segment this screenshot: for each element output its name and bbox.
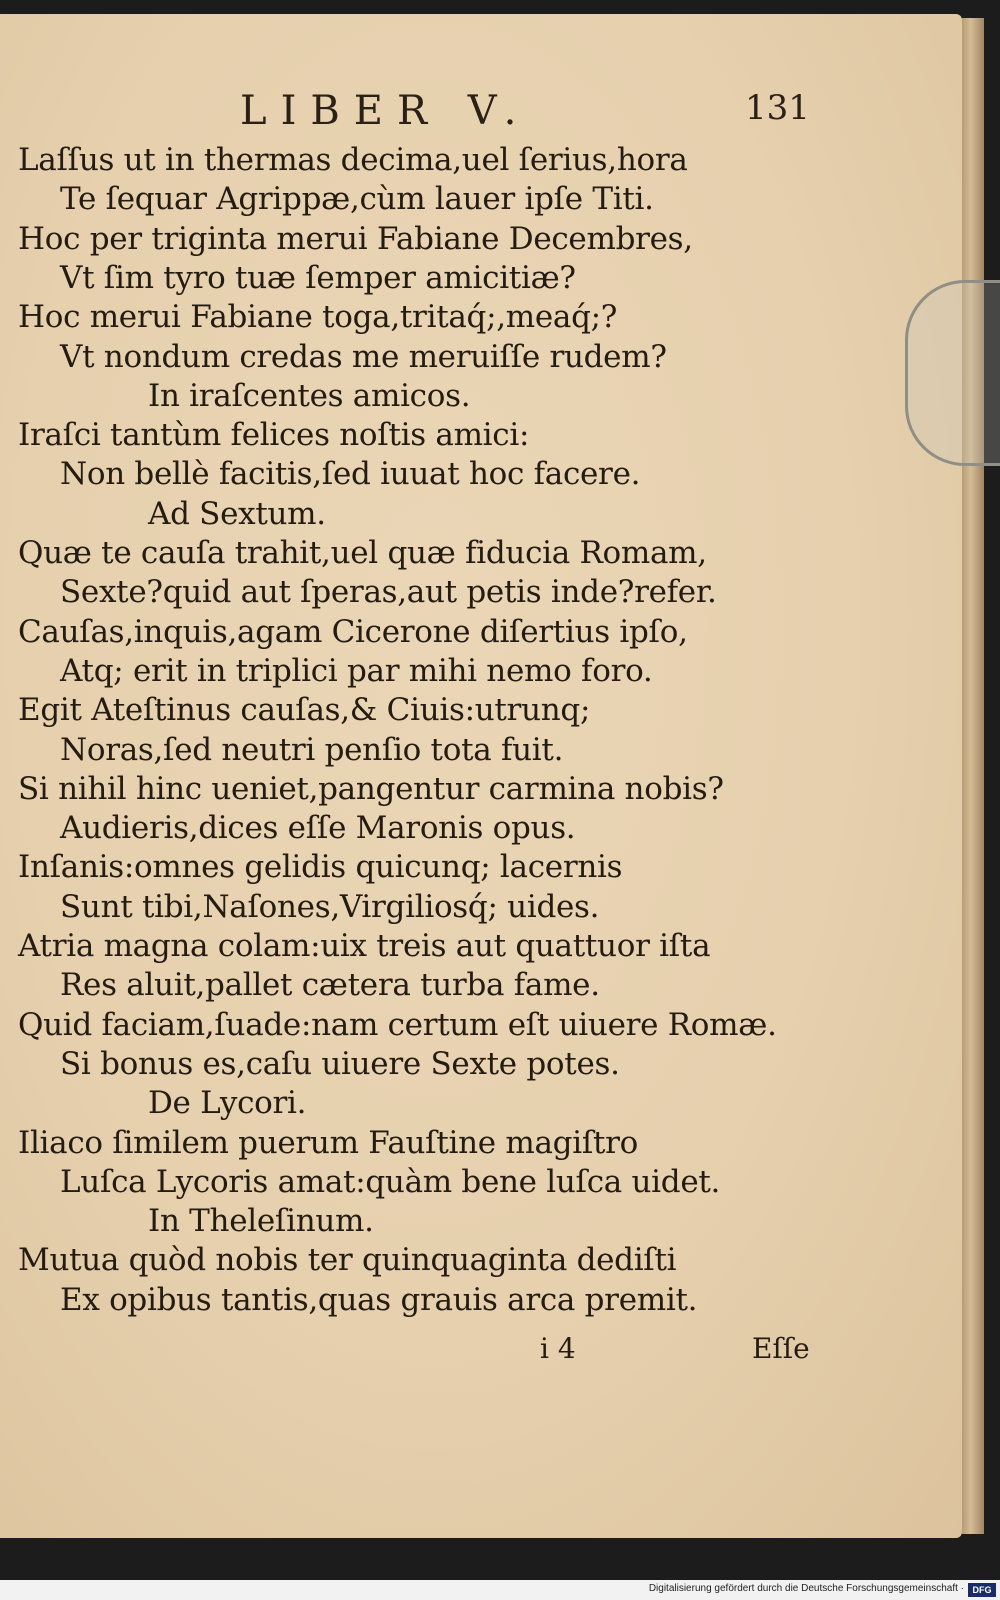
verse-line: Quid faciam,ſuade:nam certum eſt uiuere Romæ. xyxy=(18,1006,777,1043)
verse-line: Cauſas,inquis,agam Cicerone diſertius ipſo, xyxy=(18,613,688,650)
page-number: 131 xyxy=(745,88,810,128)
verse-line: Res aluit,pallet cætera turba fame. xyxy=(60,967,600,1004)
verse-line: Vt ſim tyro tuæ ſemper amicitiæ? xyxy=(60,259,576,296)
verse-line: Ex opibus tantis,quas grauis arca premit. xyxy=(60,1281,698,1318)
poem-heading: De Lycori. xyxy=(148,1085,307,1122)
verse-line: Quæ te cauſa trahit,uel quæ fiducia Romam, xyxy=(18,535,707,571)
verse-line: Te ſequar Agrippæ,cùm lauer ipſe Titi. xyxy=(60,181,654,218)
verse-line: Vt nondum credas me meruiſſe rudem? xyxy=(60,338,667,375)
verse-line: Atria magna colam:uix treis aut quattuor iſta xyxy=(18,928,711,964)
verse-line: Iraſci tantùm felices noſtis amici: xyxy=(18,417,530,454)
verse-line: Si nihil hinc ueniet,pangentur carmina nobis? xyxy=(18,770,724,807)
poem-heading: Ad Sextum. xyxy=(148,495,326,532)
verse-line: Iliaco ſimilem puerum Fauſtine magiſtro xyxy=(18,1124,639,1161)
verse-line: Sexte?quid aut ſperas,aut petis inde?refer. xyxy=(60,574,717,611)
verse-line: Hoc merui Fabiane toga,tritaq́;,meaq́;? xyxy=(18,299,618,336)
verse-line: Inſanis:omnes gelidis quicunq; lacernis xyxy=(18,849,623,886)
verse-line: Laſſus ut in thermas decima,uel ſerius,hora xyxy=(18,142,688,178)
footer-bar xyxy=(0,1580,1000,1600)
verse-line: Hoc per triginta merui Fabiane Decembres, xyxy=(18,220,693,257)
verse-line: Non bellè facitis,ſed iuuat hoc facere. xyxy=(60,456,641,493)
verse-line: Audieris,dices eſſe Maronis opus. xyxy=(60,810,576,847)
verse-line: Egit Ateſtinus cauſas,& Ciuis:utrunq; xyxy=(18,692,591,729)
verse-line: Atq; erit in triplici par mihi nemo foro. xyxy=(60,652,653,689)
poem-heading: In iraſcentes amicos. xyxy=(148,377,471,414)
poem-heading: In Theleſinum. xyxy=(148,1203,374,1240)
verse-line: Si bonus es,caſu uiuere Sexte potes. xyxy=(60,1045,620,1082)
page-header xyxy=(0,82,940,142)
running-head: LIBER V. xyxy=(240,88,531,134)
verse-line: Mutua quòd nobis ter quinquaginta dediſti xyxy=(18,1242,677,1279)
verse-line: Sunt tibi,Naſones,Virgiliosq́; uides. xyxy=(60,888,600,925)
footer-credit: Digitalisierung gefördert durch die Deutsche Forschungsgemeinschaft · xyxy=(648,1583,964,1594)
verse-line: Noras,ſed neutri penſio tota fuit. xyxy=(60,731,564,768)
page-clip xyxy=(905,280,1000,466)
dfg-logo-icon: DFG xyxy=(968,1583,996,1597)
catchword: Eſſe xyxy=(752,1332,810,1365)
verse-line: Luſca Lycoris amat:quàm bene luſca uidet. xyxy=(60,1163,721,1200)
signature-mark: i 4 xyxy=(540,1332,576,1365)
page-edge xyxy=(962,18,984,1534)
book-page xyxy=(0,14,962,1538)
